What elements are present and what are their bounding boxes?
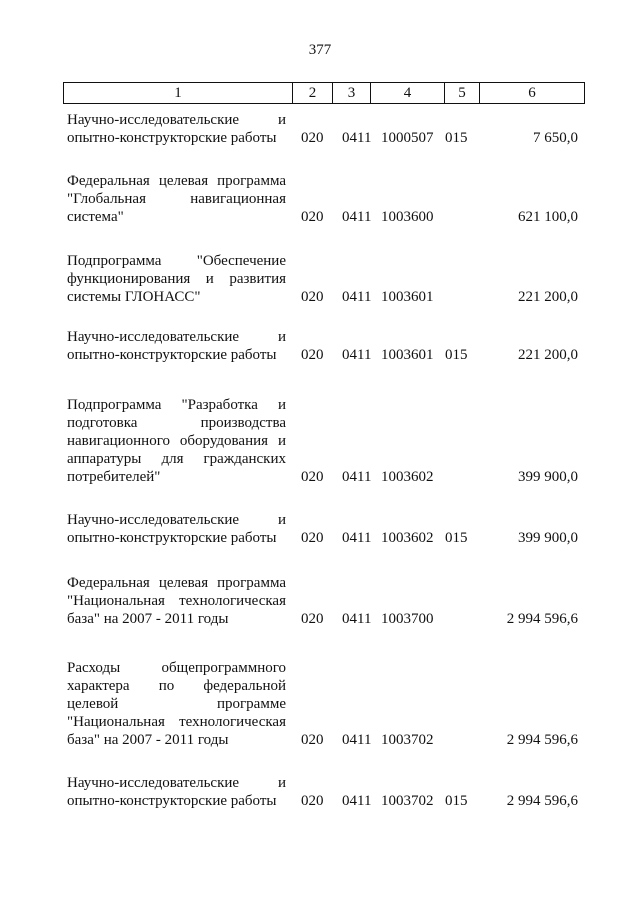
cell-c2: 020 — [301, 732, 324, 748]
cell-c2: 020 — [301, 347, 324, 363]
column-header-4: 4 — [371, 83, 445, 104]
cell-c2: 020 — [301, 611, 324, 627]
cell-c2: 020 — [301, 469, 324, 485]
cell-c6: 2 994 596,6 — [506, 793, 578, 809]
cell-c4: 1003601 — [381, 347, 434, 363]
description-line: опытно-конструкторские работы — [67, 793, 277, 809]
row-description — [67, 574, 286, 628]
table-row — [0, 512, 640, 547]
description-line: потребителей" — [67, 469, 161, 485]
description-line: опытно-конструкторские работы — [67, 130, 277, 146]
column-header-6: 6 — [480, 83, 585, 104]
description-line: система" — [67, 209, 124, 225]
description-line: навигационного оборудования и — [67, 433, 286, 449]
description-line: целевой программе — [67, 696, 286, 712]
table-row — [0, 253, 640, 306]
cell-c3: 0411 — [342, 793, 372, 809]
column-header-5: 5 — [445, 83, 480, 104]
table-row — [0, 397, 640, 486]
description-line: аппаратуры для гражданских — [67, 451, 286, 467]
cell-c6: 2 994 596,6 — [506, 732, 578, 748]
description-line: Научно-исследовательские и — [67, 775, 286, 791]
description-line: системы ГЛОНАСС" — [67, 289, 201, 305]
cell-c4: 1003700 — [381, 611, 434, 627]
cell-c3: 0411 — [342, 289, 372, 305]
description-line: опытно-конструкторские работы — [67, 347, 277, 363]
description-line: характера по федеральной — [67, 678, 286, 694]
cell-c4: 1000507 — [381, 130, 434, 146]
cell-c5: 015 — [445, 347, 468, 363]
cell-c5: 015 — [445, 130, 468, 146]
row-description — [67, 659, 286, 749]
cell-c3: 0411 — [342, 209, 372, 225]
column-header-3: 3 — [333, 83, 371, 104]
cell-c2: 020 — [301, 793, 324, 809]
cell-c4: 1003702 — [381, 732, 434, 748]
cell-c6: 2 994 596,6 — [506, 611, 578, 627]
table-row — [0, 575, 640, 628]
row-description — [67, 511, 286, 547]
description-line: "Национальная технологическая — [67, 593, 286, 609]
row-description — [67, 172, 286, 226]
table-row — [0, 112, 640, 147]
description-line: подготовка производства — [67, 415, 286, 431]
cell-c6: 7 650,0 — [533, 130, 578, 146]
description-line: база" на 2007 - 2011 годы — [67, 732, 229, 748]
cell-c6: 399 900,0 — [518, 530, 578, 546]
row-description — [67, 774, 286, 810]
cell-c3: 0411 — [342, 611, 372, 627]
cell-c6: 221 200,0 — [518, 289, 578, 305]
description-line: "Глобальная навигационная — [67, 191, 286, 207]
description-line: Федеральная целевая программа — [67, 575, 286, 591]
cell-c3: 0411 — [342, 130, 372, 146]
cell-c6: 621 100,0 — [518, 209, 578, 225]
cell-c4: 1003601 — [381, 289, 434, 305]
cell-c6: 399 900,0 — [518, 469, 578, 485]
row-description — [67, 396, 286, 486]
description-line: Научно-исследовательские и — [67, 512, 286, 528]
cell-c3: 0411 — [342, 530, 372, 546]
description-line: "Национальная технологическая — [67, 714, 286, 730]
cell-c2: 020 — [301, 130, 324, 146]
cell-c4: 1003702 — [381, 793, 434, 809]
cell-c4: 1003600 — [381, 209, 434, 225]
cell-c3: 0411 — [342, 732, 372, 748]
cell-c4: 1003602 — [381, 530, 434, 546]
cell-c3: 0411 — [342, 347, 372, 363]
description-line: Подпрограмма "Разработка и — [67, 397, 286, 413]
cell-c5: 015 — [445, 793, 468, 809]
row-description — [67, 252, 286, 306]
row-description — [67, 328, 286, 364]
cell-c5: 015 — [445, 530, 468, 546]
table-row — [0, 775, 640, 810]
cell-c2: 020 — [301, 289, 324, 305]
column-header-2: 2 — [293, 83, 333, 104]
description-line: Подпрограмма "Обеспечение — [67, 253, 286, 269]
column-header-table — [63, 82, 585, 104]
table-row — [0, 329, 640, 364]
cell-c3: 0411 — [342, 469, 372, 485]
table-row — [0, 173, 640, 226]
column-header-row — [64, 83, 585, 104]
description-line: Расходы общепрограммного — [67, 660, 286, 676]
description-line: база" на 2007 - 2011 годы — [67, 611, 229, 627]
description-line: Федеральная целевая программа — [67, 173, 286, 189]
row-description — [67, 111, 286, 147]
cell-c2: 020 — [301, 530, 324, 546]
column-header-1: 1 — [64, 83, 293, 104]
description-line: функционирования и развития — [67, 271, 286, 287]
page-number: 377 — [308, 42, 332, 58]
description-line: Научно-исследовательские и — [67, 112, 286, 128]
table-row — [0, 660, 640, 749]
cell-c2: 020 — [301, 209, 324, 225]
cell-c4: 1003602 — [381, 469, 434, 485]
description-line: Научно-исследовательские и — [67, 329, 286, 345]
description-line: опытно-конструкторские работы — [67, 530, 277, 546]
cell-c6: 221 200,0 — [518, 347, 578, 363]
